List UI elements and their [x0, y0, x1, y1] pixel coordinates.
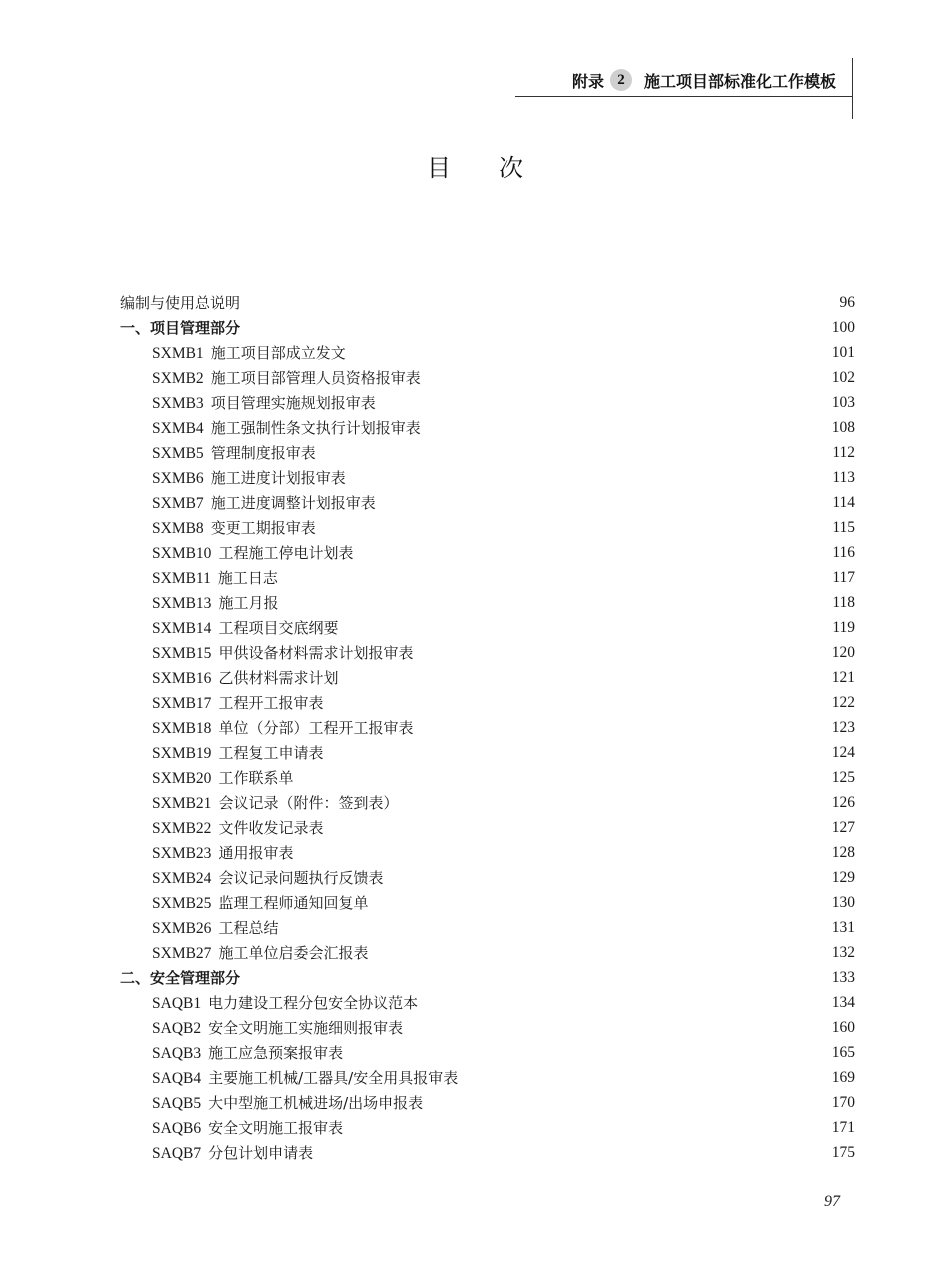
toc-entry-code: SXMB17	[152, 695, 212, 712]
toc-entry-title: 会议记录（附件：签到表）	[218, 794, 399, 812]
toc-entry[interactable]	[120, 565, 855, 590]
toc-entry-title: 工程复工申请表	[218, 744, 324, 762]
toc-entry-page: 100	[831, 318, 855, 336]
toc-entry-label	[152, 442, 316, 463]
toc-entry-label	[152, 767, 293, 788]
toc-entry[interactable]	[120, 1065, 855, 1090]
toc-entry-label	[152, 392, 376, 413]
toc-entry[interactable]	[120, 640, 855, 665]
toc-entry[interactable]	[120, 1115, 855, 1140]
toc-entry-label	[152, 1017, 403, 1038]
toc-entry[interactable]	[120, 290, 855, 315]
toc-entry[interactable]	[120, 1015, 855, 1040]
toc-entry-page: 103	[831, 393, 855, 411]
toc-entry[interactable]	[120, 390, 855, 415]
toc-entry-title: 施工项目部管理人员资格报审表	[210, 369, 421, 387]
toc-entry-code: SXMB15	[152, 645, 212, 662]
toc-entry[interactable]	[120, 590, 855, 615]
toc-entry-label	[152, 567, 278, 588]
toc-entry-label	[152, 1042, 343, 1063]
toc-entry-label	[152, 1092, 423, 1113]
toc-entry-page: 117	[832, 568, 855, 586]
toc-entry-page: 123	[831, 718, 855, 736]
toc-entry-code: SXMB10	[152, 545, 212, 562]
toc-entry-page: 108	[831, 418, 855, 436]
toc-entry[interactable]	[120, 1090, 855, 1115]
toc-entry[interactable]	[120, 790, 855, 815]
toc-entry[interactable]	[120, 1040, 855, 1065]
toc-entry-page: 134	[831, 993, 855, 1011]
toc-entry-code: SXMB24	[152, 870, 212, 887]
toc-entry[interactable]	[120, 365, 855, 390]
toc-entry-title: 施工项目部成立发文	[210, 344, 346, 362]
toc-entry-title: 乙供材料需求计划	[218, 669, 339, 687]
toc-entry-title: 分包计划申请表	[208, 1144, 314, 1162]
toc-entry-title: 主要施工机械/工器具/安全用具报审表	[208, 1069, 459, 1087]
toc-entry-label	[152, 817, 323, 838]
toc-entry-label	[152, 1142, 313, 1163]
toc-entry-page: 169	[831, 1068, 855, 1086]
toc-entry-code: SXMB26	[152, 920, 212, 937]
toc-entry-code: SXMB20	[152, 770, 212, 787]
toc-entry-code: SAQB3	[152, 1045, 202, 1062]
toc-entry-page: 128	[831, 843, 855, 861]
running-header-text	[572, 66, 836, 94]
toc-entry-code: SXMB16	[152, 670, 212, 687]
toc-entry-code: SAQB6	[152, 1120, 202, 1137]
toc-entry[interactable]	[120, 540, 855, 565]
toc-entry[interactable]	[120, 1140, 855, 1165]
toc-entry-label	[152, 742, 323, 763]
toc-entry-title: 施工进度调整计划报审表	[210, 494, 376, 512]
toc-entry-label	[152, 417, 421, 438]
toc-entry-page: 115	[832, 518, 855, 536]
toc-entry-label	[152, 792, 398, 813]
toc-entry[interactable]	[120, 615, 855, 640]
toc-entry-page: 171	[831, 1118, 855, 1136]
toc-entry-label	[152, 617, 338, 638]
toc-entry-title: 施工单位启委会汇报表	[218, 944, 369, 962]
toc-entry-label	[152, 942, 368, 963]
toc-section-heading[interactable]	[120, 965, 855, 990]
toc-entry-label	[120, 317, 240, 338]
toc-entry-page: 114	[832, 493, 855, 511]
toc-entry-title: 工程施工停电计划表	[218, 544, 354, 562]
appendix-title: 施工项目部标准化工作模板	[643, 71, 836, 91]
toc-entry-code: SAQB4	[152, 1070, 202, 1087]
toc-entry-code: SXMB7	[152, 495, 204, 512]
toc-entry-page: 116	[832, 543, 855, 561]
toc-entry-page: 175	[831, 1143, 855, 1161]
appendix-label: 附录	[571, 71, 604, 91]
toc-entry-label	[152, 692, 323, 713]
toc-entry-code: SXMB11	[152, 570, 211, 587]
toc-entry-label	[152, 842, 293, 863]
toc-entry-page: 96	[839, 293, 855, 311]
toc-entry-title: 监理工程师通知回复单	[218, 894, 369, 912]
toc-entry-page: 132	[831, 943, 855, 961]
toc-entry-code: SXMB21	[152, 795, 212, 812]
toc-entry[interactable]	[120, 690, 855, 715]
toc-entry-label	[152, 1117, 343, 1138]
toc-entry-code: SXMB1	[152, 345, 204, 362]
toc-entry-code: SXMB8	[152, 520, 204, 537]
toc-entry-page: 160	[831, 1018, 855, 1036]
toc-entry-page: 125	[831, 768, 855, 786]
toc-entry-label	[152, 867, 383, 888]
toc-entry-label	[152, 892, 368, 913]
toc-entry-label	[152, 517, 316, 538]
toc-entry-label	[152, 717, 413, 738]
toc-entry[interactable]	[120, 665, 855, 690]
toc-entry-page: 118	[832, 593, 855, 611]
toc-entry-code: SXMB2	[152, 370, 204, 387]
appendix-number-badge: 2	[610, 69, 632, 91]
toc-entry[interactable]	[120, 940, 855, 965]
toc-entry-code: SXMB6	[152, 470, 204, 487]
toc-entry[interactable]	[120, 415, 855, 440]
toc-entry-label	[152, 542, 353, 563]
toc-entry-code: SXMB13	[152, 595, 212, 612]
toc-entry[interactable]	[120, 815, 855, 840]
toc-entry-label	[152, 917, 278, 938]
toc-entry[interactable]	[120, 490, 855, 515]
toc-entry-label	[152, 667, 338, 688]
toc-entry-code: SXMB25	[152, 895, 212, 912]
toc-entry-page: 129	[831, 868, 855, 886]
toc-entry-title: 变更工期报审表	[210, 519, 316, 537]
toc-entry-label	[120, 292, 240, 313]
toc-entry-code: SXMB14	[152, 620, 212, 637]
toc-entry-code: SXMB5	[152, 445, 204, 462]
toc-entry-title: 工作联系单	[218, 769, 294, 787]
toc-entry-title: 会议记录问题执行反馈表	[218, 869, 384, 887]
toc-entry[interactable]	[120, 515, 855, 540]
toc-entry[interactable]	[120, 715, 855, 740]
toc-entry-label	[152, 342, 346, 363]
toc-entry-label	[152, 367, 421, 388]
toc-entry-code: SXMB22	[152, 820, 212, 837]
toc-entry-page: 113	[832, 468, 855, 486]
toc-entry-label	[152, 992, 418, 1013]
toc-entry-label	[120, 967, 240, 988]
toc-entry-title: 施工应急预案报审表	[208, 1044, 344, 1062]
toc-entry-label	[152, 467, 346, 488]
toc-entry-title: 施工月报	[218, 594, 279, 612]
toc-entry-title: 施工日志	[217, 569, 278, 587]
toc-entry-code: SXMB19	[152, 745, 212, 762]
toc-section-heading[interactable]	[120, 315, 855, 340]
toc-entry-title: 单位（分部）工程开工报审表	[218, 719, 414, 737]
toc-entry[interactable]	[120, 440, 855, 465]
toc-entry-page: 119	[832, 618, 855, 636]
toc-entry-title: 项目管理实施规划报审表	[210, 394, 376, 412]
toc-entry-title: 施工进度计划报审表	[210, 469, 346, 487]
toc-entry-title: 一、项目管理部分	[120, 319, 241, 337]
toc-entry-code: SAQB7	[152, 1145, 202, 1162]
toc-entry-title: 安全文明施工报审表	[208, 1119, 344, 1137]
toc-entry[interactable]	[120, 865, 855, 890]
toc-entry-label	[152, 642, 413, 663]
table-of-contents	[120, 290, 855, 1165]
toc-entry-title: 二、安全管理部分	[120, 969, 241, 987]
toc-entry-title: 甲供设备材料需求计划报审表	[218, 644, 414, 662]
toc-entry-code: SXMB18	[152, 720, 212, 737]
toc-entry-page: 126	[831, 793, 855, 811]
toc-entry-code: SAQB1	[152, 995, 202, 1012]
toc-entry-code: SXMB27	[152, 945, 212, 962]
toc-entry-page: 130	[831, 893, 855, 911]
toc-entry-code: SAQB5	[152, 1095, 202, 1112]
toc-entry-page: 101	[831, 343, 855, 361]
toc-entry[interactable]	[120, 740, 855, 765]
toc-entry-page: 102	[831, 368, 855, 386]
toc-entry-title: 文件收发记录表	[218, 819, 324, 837]
toc-entry-page: 122	[831, 693, 855, 711]
toc-entry[interactable]	[120, 990, 855, 1015]
toc-entry-code: SXMB23	[152, 845, 212, 862]
toc-entry-code: SXMB3	[152, 395, 204, 412]
toc-entry[interactable]	[120, 465, 855, 490]
toc-entry-title: 施工强制性条文执行计划报审表	[210, 419, 421, 437]
toc-entry-title: 电力建设工程分包安全协议范本	[208, 994, 419, 1012]
toc-entry-label	[152, 492, 376, 513]
toc-entry-page: 131	[831, 918, 855, 936]
toc-entry-title: 工程项目交底纲要	[218, 619, 339, 637]
toc-entry-title: 大中型施工机械进场/出场申报表	[208, 1094, 424, 1112]
toc-entry-page: 120	[831, 643, 855, 661]
toc-entry[interactable]	[120, 840, 855, 865]
toc-entry[interactable]	[120, 890, 855, 915]
toc-entry-title: 管理制度报审表	[210, 444, 316, 462]
toc-entry-title: 编制与使用总说明	[120, 294, 241, 312]
toc-entry-page: 127	[831, 818, 855, 836]
toc-entry-code: SXMB4	[152, 420, 204, 437]
page-number: 97	[824, 1193, 840, 1210]
toc-entry-label	[152, 1067, 458, 1088]
toc-entry-title: 工程总结	[218, 919, 279, 937]
toc-entry[interactable]	[120, 915, 855, 940]
page-title: 目次	[427, 154, 571, 182]
toc-entry-title: 通用报审表	[218, 844, 294, 862]
toc-entry-page: 170	[831, 1093, 855, 1111]
toc-entry-page: 112	[832, 443, 855, 461]
toc-entry[interactable]	[120, 765, 855, 790]
toc-entry-page: 121	[831, 668, 855, 686]
toc-entry-title: 工程开工报审表	[218, 694, 324, 712]
toc-entry-title: 安全文明施工实施细则报审表	[208, 1019, 404, 1037]
header-vertical-rule	[852, 58, 853, 119]
toc-entry[interactable]	[120, 340, 855, 365]
header-horizontal-rule	[515, 96, 853, 97]
toc-entry-code: SAQB2	[152, 1020, 202, 1037]
toc-entry-label	[152, 592, 278, 613]
toc-entry-page: 165	[831, 1043, 855, 1061]
toc-entry-page: 133	[831, 968, 855, 986]
toc-entry-page: 124	[831, 743, 855, 761]
